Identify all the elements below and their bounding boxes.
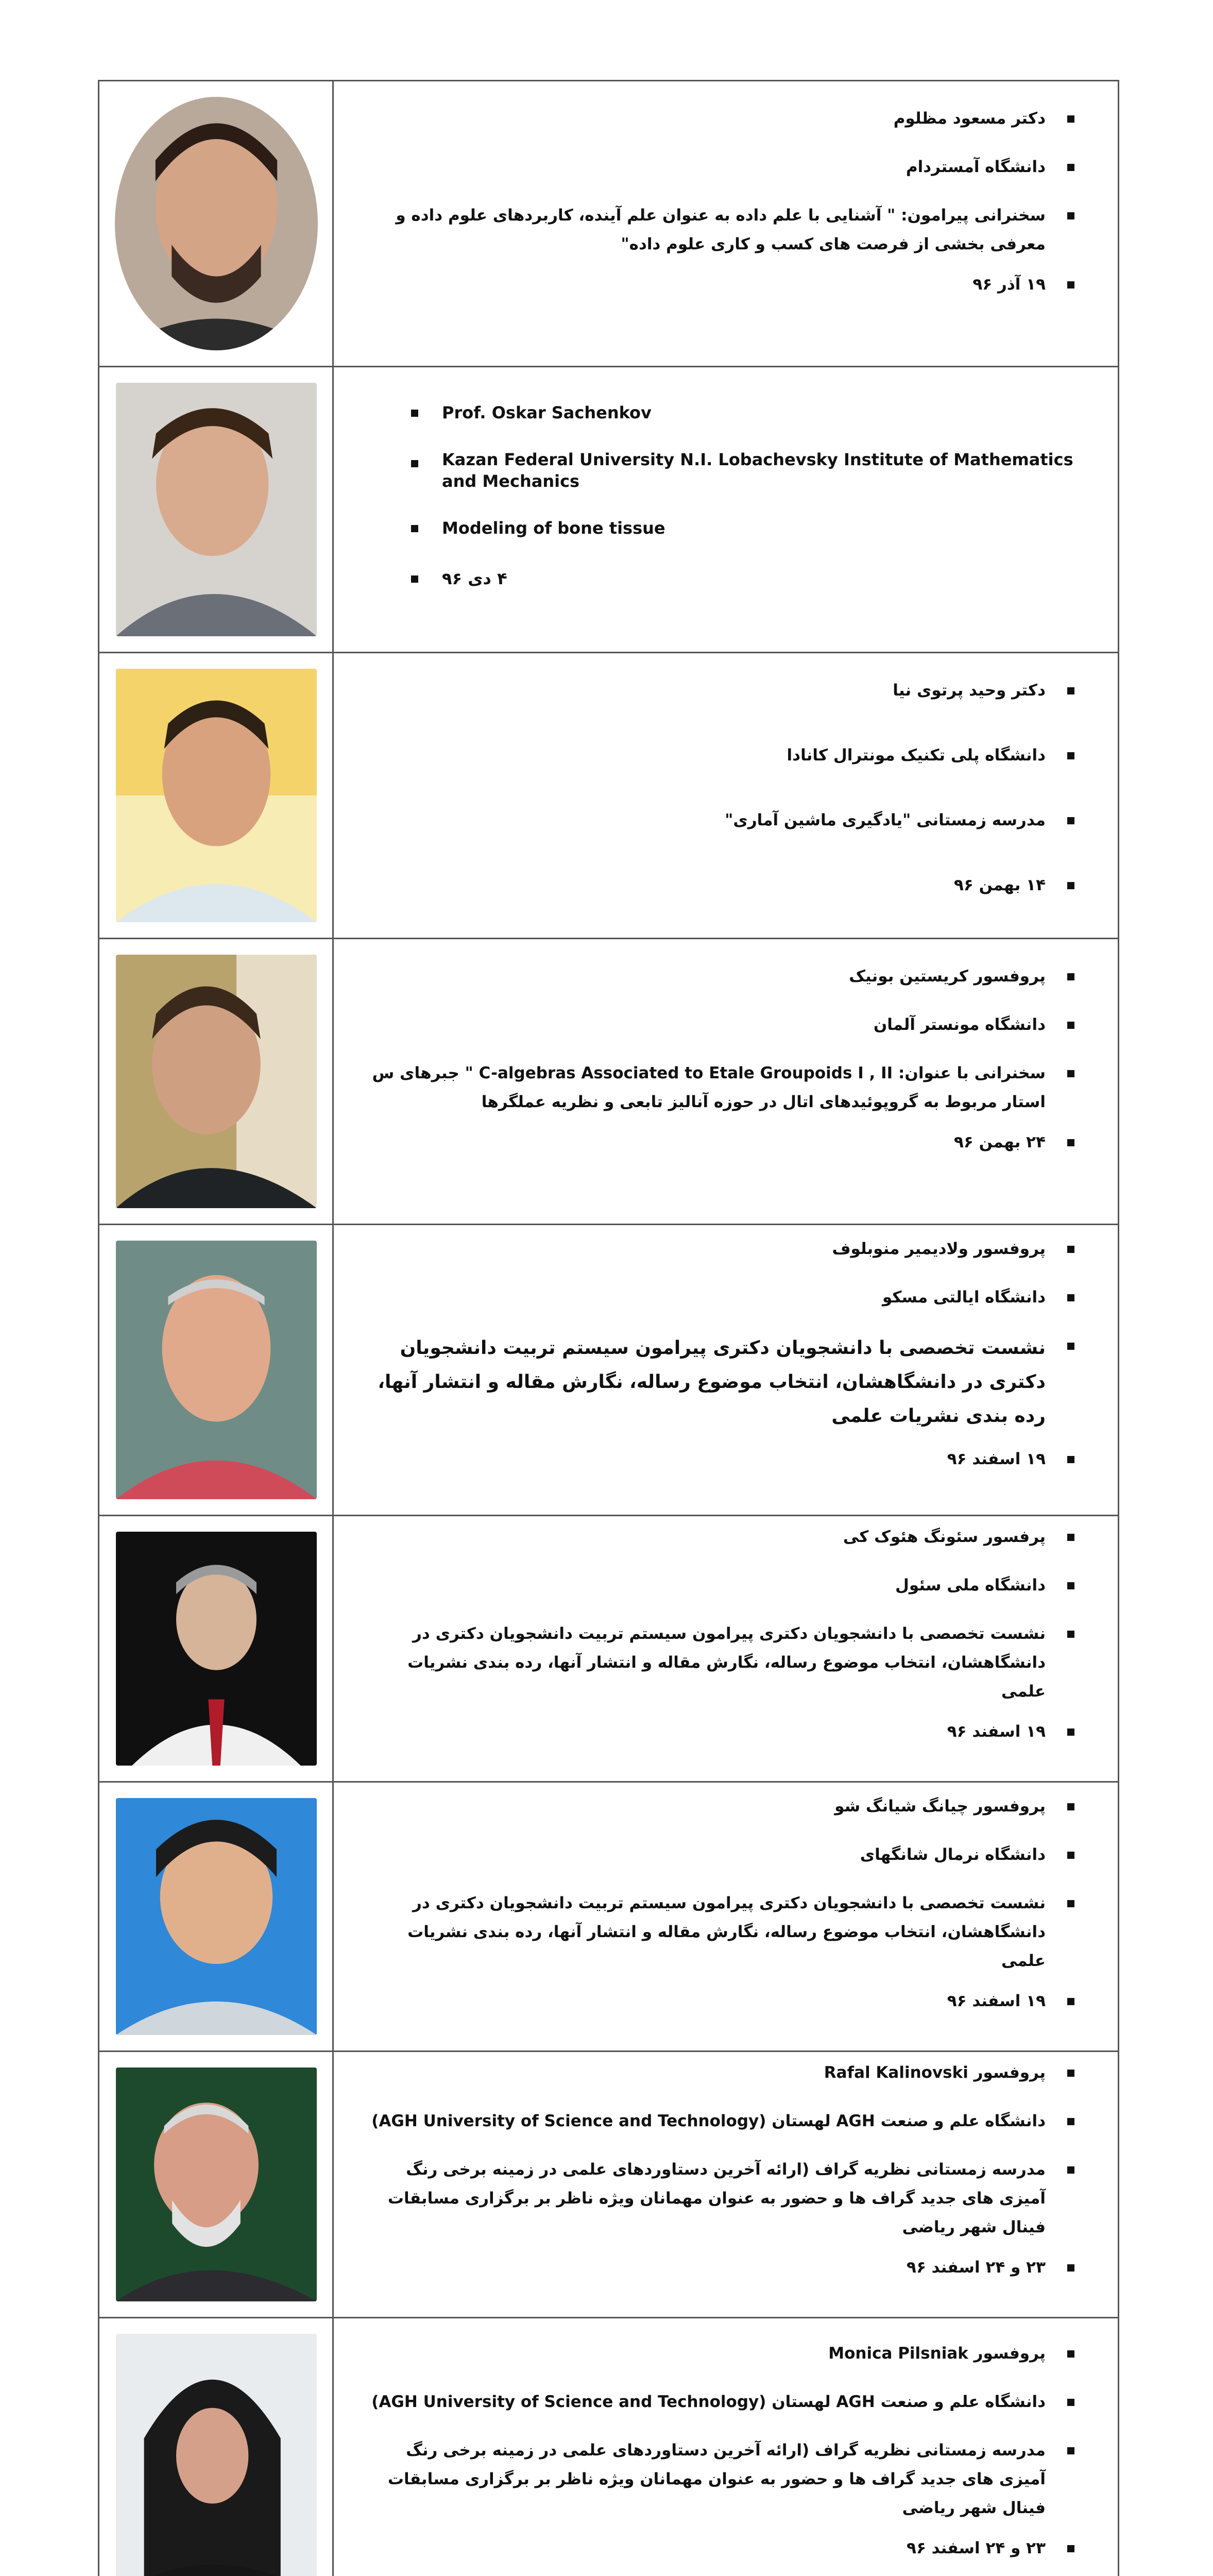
speaker-name: پروفسور Monica Pilsniak bbox=[365, 2339, 1077, 2368]
table-row bbox=[99, 1516, 1119, 1782]
speaker-details bbox=[333, 2052, 1119, 2318]
speaker-affiliation: دانشگاه آمستردام bbox=[365, 152, 1077, 181]
speaker-affiliation: Kazan Federal University N.I. Lobachevsky Institute of Mathematics and Mechanics bbox=[411, 449, 1087, 492]
photo-cell bbox=[99, 653, 333, 939]
speaker-details bbox=[333, 939, 1119, 1225]
speaker-name: پروفسور Rafal Kalinovski bbox=[365, 2058, 1077, 2087]
speaker-affiliation: دانشگاه پلی تکنیک مونترال کانادا bbox=[365, 741, 1077, 770]
talk-date: ۲۳ و ۲۴ اسفند ۹۶ bbox=[365, 2253, 1077, 2282]
talk-date: ۱۴ بهمن ۹۶ bbox=[365, 871, 1077, 900]
speakers-table bbox=[98, 80, 1119, 2576]
speaker-affiliation: دانشگاه علم و صنعت AGH لهستان (AGH University of Science and Technology) bbox=[365, 2107, 1077, 2136]
talk-topic: سخنرانی پیرامون: " آشنایی با علم داده به عنوان علم آینده، کاربردهای علوم داده و معرفی بخشی از فرصت های کسب و کاری علوم داده" bbox=[365, 201, 1077, 259]
talk-date: ۱۹ اسفند ۹۶ bbox=[365, 1717, 1077, 1746]
speaker-name: دکتر مسعود مظلوم bbox=[365, 104, 1077, 133]
speaker-details bbox=[333, 1516, 1119, 1782]
speaker-photo bbox=[116, 955, 317, 1208]
speaker-details bbox=[333, 1225, 1119, 1516]
speaker-details bbox=[333, 653, 1119, 939]
table-row bbox=[99, 1225, 1119, 1516]
speaker-affiliation: دانشگاه علم و صنعت AGH لهستان (AGH University of Science and Technology) bbox=[365, 2387, 1077, 2416]
speaker-name: پروفسور چیانگ شیانگ شو bbox=[365, 1792, 1077, 1821]
table-row bbox=[99, 939, 1119, 1225]
speaker-photo bbox=[116, 1241, 317, 1499]
table-row bbox=[99, 653, 1119, 939]
talk-date: ۲۳ و ۲۴ اسفند ۹۶ bbox=[365, 2534, 1077, 2563]
photo-cell bbox=[99, 2052, 333, 2318]
speaker-affiliation: دانشگاه نرمال شانگهای bbox=[365, 1840, 1077, 1869]
speaker-details bbox=[333, 81, 1119, 367]
talk-topic: مدرسه زمستانی "یادگیری ماشین آماری" bbox=[365, 806, 1077, 835]
talk-topic: Modeling of bone tissue bbox=[411, 514, 1087, 543]
talk-date: ۱۹ آذر ۹۶ bbox=[365, 270, 1077, 299]
speaker-photo bbox=[116, 383, 317, 636]
speaker-details bbox=[333, 367, 1119, 653]
talk-topic: سخنرانی با عنوان: C-algebras Associated to Etale Groupoids I , II " جبرهای س استار مربوط به گروپوئیدهای اتال در حوزه آنالیز تابعی و نظریه عملگرها bbox=[365, 1059, 1077, 1116]
talk-topic: مدرسه زمستانی نظریه گراف (ارائه آخرین دستاوردهای علمی در زمینه برخی رنگ آمیزی های جدید گراف ها و حضور به عنوان مهمانان ویژه ناظر بر برگزاری مسابقات فینال شهر ریاضی bbox=[365, 2436, 1077, 2522]
speaker-name: پروفسور کریستین بونیک bbox=[365, 962, 1077, 991]
talk-topic: نشست تخصصی با دانشجویان دکتری پیرامون سیستم تربیت دانشجویان دکتری در دانشگاهشان، انتخاب موضوع رساله، نگارش مقاله و انتشار آنها، رده بندی نشریات علمی bbox=[365, 1889, 1077, 1975]
speaker-photo bbox=[116, 669, 317, 922]
talk-topic: نشست تخصصی با دانشجویان دکتری پیرامون سیستم تربیت دانشجویان دکتری در دانشگاهشان، انتخاب موضوع رساله، نگارش مقاله و انتشار آنها، رده بندی نشریات علمی bbox=[365, 1619, 1077, 1706]
photo-cell bbox=[99, 1782, 333, 2052]
speaker-details bbox=[333, 2318, 1119, 2576]
table-row bbox=[99, 1782, 1119, 2052]
speaker-photo bbox=[116, 2334, 317, 2576]
table-row bbox=[99, 81, 1119, 367]
speaker-name: پروفسور ولادیمیر منوبلوف bbox=[365, 1234, 1077, 1263]
photo-cell bbox=[99, 1225, 333, 1516]
speaker-photo bbox=[115, 97, 318, 350]
speaker-affiliation: دانشگاه ایالتی مسکو bbox=[365, 1283, 1077, 1312]
talk-topic: نشست تخصصی با دانشجویان دکتری پیرامون سیستم تربیت دانشجویان دکتری در دانشگاهشان، انتخاب موضوع رساله، نگارش مقاله و انتشار آنها، رده بندی نشریات علمی bbox=[365, 1331, 1077, 1433]
speaker-details bbox=[333, 1782, 1119, 2052]
table-row bbox=[99, 2052, 1119, 2318]
speaker-name: Prof. Oskar Sachenkov bbox=[411, 398, 1087, 427]
talk-date: ۱۹ اسفند ۹۶ bbox=[365, 1987, 1077, 2015]
table-row bbox=[99, 2318, 1119, 2576]
photo-cell bbox=[99, 1516, 333, 1782]
photo-cell bbox=[99, 939, 333, 1225]
speaker-photo bbox=[116, 1798, 317, 2035]
photo-cell bbox=[99, 367, 333, 653]
speaker-photo bbox=[116, 2067, 317, 2301]
speaker-affiliation: دانشگاه ملی سئول bbox=[365, 1571, 1077, 1600]
photo-cell bbox=[99, 2318, 333, 2576]
talk-topic: مدرسه زمستانی نظریه گراف (ارائه آخرین دستاوردهای علمی در زمینه برخی رنگ آمیزی های جدید گراف ها و حضور به عنوان مهمانان ویژه ناظر بر برگزاری مسابقات فینال شهر ریاضی bbox=[365, 2155, 1077, 2242]
talk-date: ۴ دی ۹۶ bbox=[411, 564, 1087, 593]
speaker-photo bbox=[116, 1532, 317, 1766]
speaker-affiliation: دانشگاه مونستر آلمان bbox=[365, 1010, 1077, 1039]
talk-date: ۱۹ اسفند ۹۶ bbox=[365, 1445, 1077, 1473]
photo-cell bbox=[99, 81, 333, 367]
speaker-name: پرفسور سئونگ هئوک کی bbox=[365, 1522, 1077, 1551]
talk-date: ۲۴ بهمن ۹۶ bbox=[365, 1128, 1077, 1157]
table-row bbox=[99, 367, 1119, 653]
speaker-name: دکتر وحید پرتوی نیا bbox=[365, 676, 1077, 705]
